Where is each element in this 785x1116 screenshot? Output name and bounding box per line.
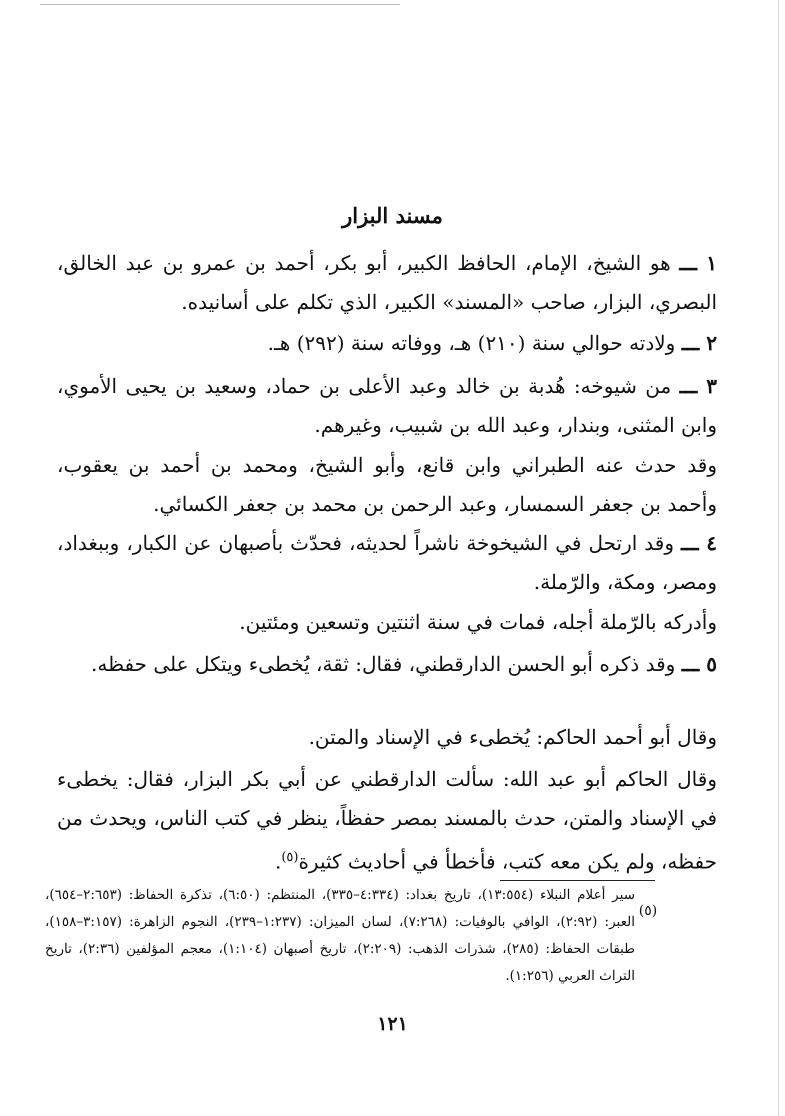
page-heading: مسند البزار [342, 203, 443, 228]
paragraph-text: وقال أبو أحمد الحاكم: يُخطىء في الإسناد والمتن. [308, 725, 717, 749]
paragraph-3 [57, 367, 717, 445]
footnote-separator [500, 880, 655, 881]
page-edge-line [778, 0, 779, 1116]
paragraph-number: ١ ـــ [679, 251, 718, 275]
paragraph-1 [57, 244, 717, 322]
footnote-text: سير أعلام النبلاء (١٣:٥٥٤)، تاريخ بغداد: (٤:٣٣٤–٣٣٥)، المنتظم: (٦:٥٠)، تذكرة الحفاظ: (٢:٦٥٣–٦٥٤)، العبر: (٢:٩٢)، الوافي بالوفيات: (٧:٢٦٨)، لسان الميزان: (١:٢٣٧–٢٣٩)، النجوم الزاهرة: (٣:١٥٧–١٥٨)، طبقات الحفاظ: (٢٨٥)، شذرات الذهب: (٢:٢٠٩)، تاريخ أصبهان (١:١٠٤)، معجم المؤلفين (٢:٣٦)، تاريخ التراث العربي (١:٢٥٦). [45, 887, 635, 984]
paragraph-text: وقد ارتحل في الشيخوخة ناشراً لحديثه، فحدّث بأصبهان عن الكبار، وببغداد، ومصر، ومكة، والرّملة. [57, 531, 717, 594]
paragraph-number: ٤ ـــ [681, 531, 717, 555]
paragraph-4 [57, 524, 717, 602]
paragraph-2 [57, 324, 717, 363]
paragraph-text: وقد حدث عنه الطبراني وابن قانع، وأبو الشيخ، ومحمد بن أحمد بن يعقوب، وأحمد بن جعفر السمسار، وعبد الرحمن بن محمد بن جعفر الكسائي. [57, 453, 717, 516]
paragraph-number: ٢ ـــ [681, 331, 717, 355]
paragraph-number: ٣ ـــ [679, 374, 717, 398]
footnote-marker: (٥) [281, 850, 299, 865]
paragraph-end: . [274, 849, 282, 874]
footnote-tag: (٥) [638, 903, 658, 919]
paragraph-5-quote-2 [57, 760, 717, 882]
paragraph-text: وأدركه بالرّملة أجله، فمات في سنة اثنتين وتسعين ومئتين. [239, 610, 717, 634]
paragraph-5 [57, 645, 717, 684]
top-edge-line [40, 4, 400, 5]
paragraph-text: هو الشيخ، الإمام، الحافظ الكبير، أبو بكر، أحمد بن عمرو بن عبد الخالق، البصري، البزار، صاحب «المسند» الكبير، الذي تكلم على أسانيده. [57, 251, 717, 314]
paragraph-text: من شيوخه: هُدبة بن خالد وعبد الأعلى بن حماد، وسعيد بن يحيى الأموي، وابن المثنى، وبندار، وعبد الله بن شبيب، وغيرهم. [57, 374, 717, 437]
paragraph-text: ولادته حوالي سنة (٢١٠) هـ، ووفاته سنة (٢٩٢) هـ. [267, 331, 682, 355]
page-number: ١٢١ [377, 1013, 408, 1035]
paragraph-text: وقال الحاكم أبو عبد الله: سألت الدارقطني عن أبي بكر البزار، فقال: يخطىء في الإسناد والمتن، حدث بالمسند بمصر حفظاً، ينظر في كتب الناس، ويحدث من حفظه، ولم يكن معه كتب، فأخطأ في أحاديث كثيرة [57, 767, 717, 874]
paragraph-5-quote-1 [57, 718, 717, 757]
paragraph-number: ٥ ـــ [681, 652, 717, 676]
paragraph-text: وقد ذكره أبو الحسن الدارقطني، فقال: ثقة، يُخطىء ويتكل على حفظه. [91, 652, 682, 676]
paragraph-4-continued [57, 603, 717, 642]
paragraph-3-continued [57, 446, 717, 524]
